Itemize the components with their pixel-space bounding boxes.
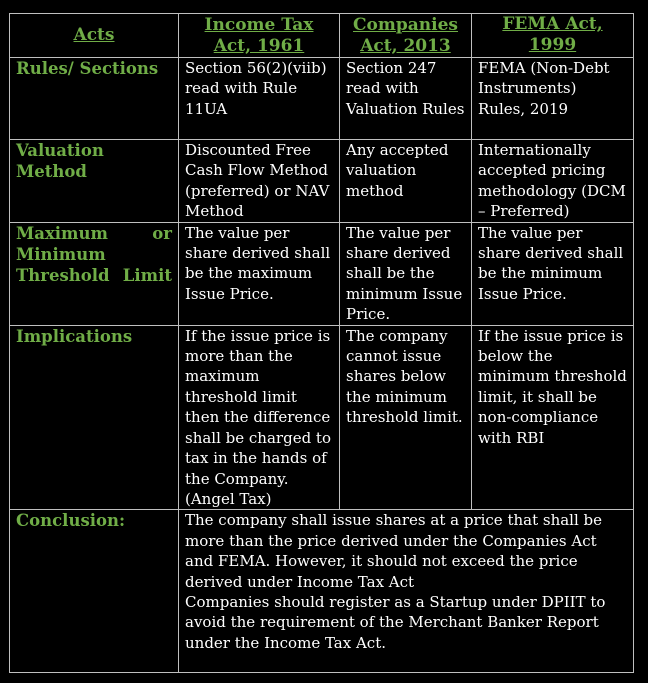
table-cell: The value per share derived shall be the maximum Issue Price. bbox=[179, 222, 340, 325]
table-cell: FEMA (Non-Debt Instruments) Rules, 2019 bbox=[472, 58, 634, 140]
table-cell: Section 247 read with Valuation Rules bbox=[340, 58, 472, 140]
header-acts: Acts bbox=[10, 14, 179, 58]
table-cell: Discounted Free Cash Flow Method (preferred) or NAV Method bbox=[179, 140, 340, 223]
table-cell: If the issue price is below the minimum threshold limit, it shall be non-compliance with RBI bbox=[472, 325, 634, 510]
table-header-row bbox=[10, 14, 634, 58]
table-cell: If the issue price is more than the maximum threshold limit then the difference shall be charged to tax in the hands of the Company. (Angel Tax) bbox=[179, 325, 340, 510]
table-cell: The value per share derived shall be the minimum Issue Price. bbox=[340, 222, 472, 325]
header-fema-act: FEMA Act, 1999 bbox=[472, 14, 634, 58]
table-row bbox=[10, 58, 634, 140]
table-cell: The value per share derived shall be the minimum Issue Price. bbox=[472, 222, 634, 325]
table-row bbox=[10, 140, 634, 223]
header-income-tax-act: Income Tax Act, 1961 bbox=[179, 14, 340, 58]
row-label-conclusion: Conclusion: bbox=[10, 510, 179, 673]
conclusion-paragraph: The company shall issue shares at a price that shall be more than the price derived under the Companies Act and FEMA. However, it should not exceed the price derived under Income Tax Act bbox=[185, 511, 603, 591]
table-row bbox=[10, 325, 634, 510]
row-label-threshold-limit: Maximum or Minimum Threshold Limit bbox=[10, 222, 179, 325]
table-cell: The company cannot issue shares below the minimum threshold limit. bbox=[340, 325, 472, 510]
table-cell: Section 56(2)(viib) read with Rule 11UA bbox=[179, 58, 340, 140]
header-companies-act: Companies Act, 2013 bbox=[340, 14, 472, 58]
conclusion-row bbox=[10, 510, 634, 673]
row-label-rules-sections: Rules/ Sections bbox=[10, 58, 179, 140]
row-label-valuation-method: Valuation Method bbox=[10, 140, 179, 223]
table-cell: Any accepted valuation method bbox=[340, 140, 472, 223]
conclusion-paragraph: Companies should register as a Startup under DPIIT to avoid the requirement of the Merchant Banker Report under the Income Tax Act. bbox=[185, 592, 606, 652]
row-label-implications: Implications bbox=[10, 325, 179, 510]
valuation-comparison-table bbox=[9, 13, 634, 673]
table-row bbox=[10, 222, 634, 325]
table-cell: Internationally accepted pricing methodology (DCM – Preferred) bbox=[472, 140, 634, 223]
conclusion-cell bbox=[179, 510, 634, 673]
